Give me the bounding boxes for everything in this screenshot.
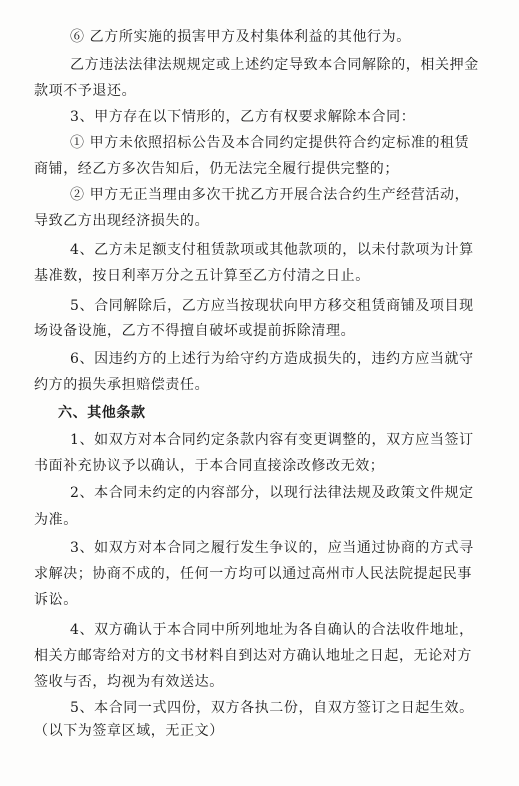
text-line: 书面补充协议予以确认，于本合同直接涂改修改无效； bbox=[34, 458, 385, 474]
text-line: 2、本合同未约定的内容部分，以现行法律法规及政策文件规定 bbox=[70, 485, 474, 501]
section-heading: 六、其他条款 bbox=[58, 405, 146, 421]
text-line: 商铺，经乙方多次告知后，仍无法完全履行提供完整的； bbox=[34, 161, 399, 177]
text-line: 基准数，按日利率万分之五计算至乙方付清之日止。 bbox=[34, 268, 370, 284]
text-line: 款项不予退还。 bbox=[34, 83, 137, 99]
text-line: 4、乙方未足额支付租赁款项或其他款项的，以未付款项为计算 bbox=[70, 242, 474, 258]
text-line: 诉讼。 bbox=[34, 592, 78, 608]
text-line: ⑥ 乙方所实施的损害甲方及村集体利益的其他行为。 bbox=[70, 29, 411, 45]
text-line: 相关方邮寄给对方的文书材料自到达对方确认地址之日起，无论对方 bbox=[34, 648, 472, 664]
text-line: ① 甲方未依照招标公告及本合同约定提供符合约定标准的租赁 bbox=[70, 135, 470, 151]
text-line: ② 甲方无正当理由多次干扰乙方开展合法合约生产经营活动， bbox=[70, 187, 470, 203]
text-line: 求解决；协商不成的，任何一方均可以通过高州市人民法院提起民事 bbox=[34, 566, 472, 582]
text-line: 导致乙方出现经济损失的。 bbox=[34, 213, 210, 229]
text-line: 1、如双方对本合同约定条款内容有变更调整的，双方应当签订 bbox=[70, 432, 474, 448]
text-line: 为准。 bbox=[34, 512, 78, 528]
text-line: 签收与否，均视为有效送达。 bbox=[34, 674, 224, 690]
text-line: 5、合同解除后，乙方应当按现状向甲方移交租赁商铺及项目现 bbox=[70, 298, 474, 314]
text-line: 乙方违法法律法规规定或上述约定导致本合同解除的，相关押金 bbox=[70, 57, 479, 73]
text-line: 约方的损失承担赔偿责任。 bbox=[34, 377, 210, 393]
text-line: 5、本合同一式四份，双方各执二份，自双方签订之日起生效。 bbox=[70, 700, 474, 716]
text-line: 3、如双方对本合同之履行发生争议的，应当通过协商的方式寻 bbox=[70, 540, 474, 556]
text-line: 场设备设施，乙方不得擅自破坏或提前拆除清理。 bbox=[34, 323, 356, 339]
text-line: 4、双方确认于本合同中所列地址为各自确认的合法收件地址， bbox=[70, 622, 474, 638]
text-line: 6、因违约方的上述行为给守约方造成损失的，违约方应当就守 bbox=[70, 351, 474, 367]
text-line: （以下为签章区域，无正文） bbox=[34, 723, 224, 739]
text-line: 3、甲方存在以下情形的，乙方有权要求解除本合同： bbox=[70, 109, 416, 125]
